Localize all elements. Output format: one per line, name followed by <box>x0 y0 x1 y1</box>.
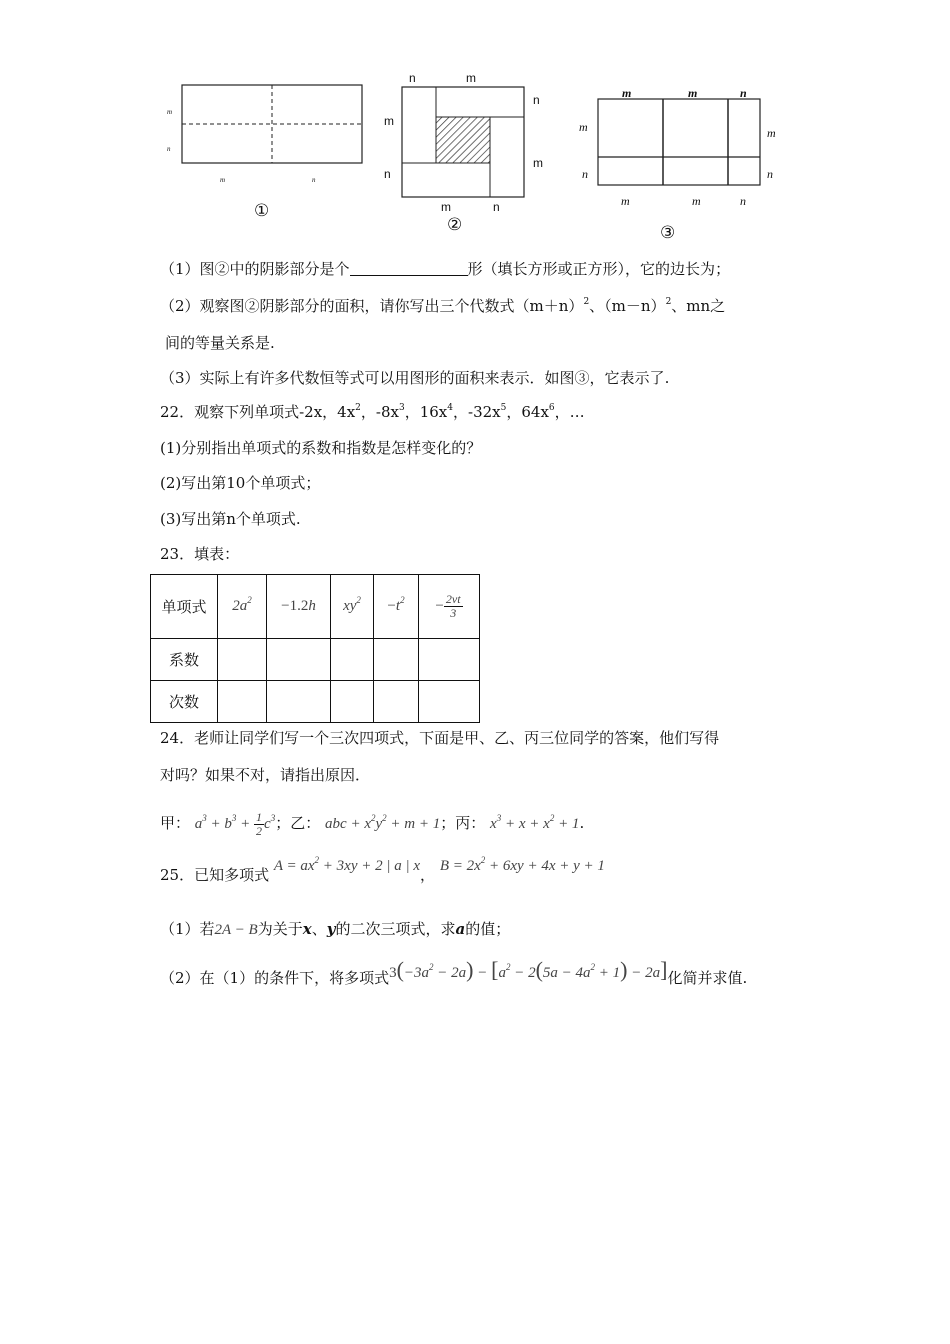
fig2-bottom-n: n <box>493 200 500 214</box>
q24-answers: 甲： $a^3 + b^3$ + $\frac{1}{2}$ $c^3$；乙： abc + $x^2y^2 + m + 1$；丙： $x^3 + x + x^2 + 1$. <box>160 810 585 839</box>
monomial-3: $xy^2$ <box>331 575 374 639</box>
fig1-left-label-bottom: n <box>167 145 171 153</box>
fig3-bottom-m2: m <box>692 194 701 208</box>
degree-cell[interactable] <box>419 681 480 723</box>
degree-cell[interactable] <box>218 681 267 723</box>
fig3-top-m2: m <box>688 86 698 100</box>
fig3-top-m1: m <box>622 86 632 100</box>
figures-row <box>0 60 950 250</box>
q22-sub1: (1)分别指出单项式的系数和指数是怎样变化的？ <box>160 439 482 457</box>
monomial-1: $2a^2$ <box>218 575 267 639</box>
fig2-left-n: n <box>384 167 391 181</box>
fig3-right-m: m <box>767 126 776 140</box>
expr-2A-B: 2A − B <box>214 922 258 938</box>
degree-cell[interactable] <box>374 681 419 723</box>
fig2-right-m: m <box>533 156 543 170</box>
polynomial-A: $A = ax^2 + 3xy + 2$ | a | x <box>273 855 421 874</box>
fig3-bottom-n: n <box>740 194 746 208</box>
coef-cell[interactable] <box>374 639 419 681</box>
coef-cell[interactable] <box>267 639 331 681</box>
fig1-caption: ① <box>254 201 270 221</box>
q25-sub2: （2）在（1）的条件下，将多项式$3(-3a^2 - 2a) - [a^2 - 2(5a - 4a^2 + 1) - 2a]$化简并求值. <box>160 957 748 987</box>
row-header-coefficient: 系数 <box>151 639 218 681</box>
q25-sub1: （1）若2A − B为关于x、y的二次三项式，求a的值； <box>160 920 511 938</box>
fig2-right-n: n <box>533 93 540 107</box>
q25-stem: 25．已知多项式 $A = ax^2 + 3xy + 2$ | a | x， $B = 2x^2 + 6xy + 4x + y + 1$ <box>160 855 605 884</box>
fig3-left-n: n <box>582 167 588 181</box>
q21-part3: （3）实际上有许多代数恒等式可以用图形的面积来表示．如图③，它表示了. <box>160 369 670 387</box>
fig1-left-label-top: m <box>167 108 173 116</box>
fig2-bottom-m: m <box>441 200 451 214</box>
q23-stem: 23．填表： <box>160 545 240 563</box>
answer-yi: abc + $x^2y^2 + m + 1$ <box>325 813 441 832</box>
q22-sub3: (3)写出第n个单项式. <box>160 510 301 528</box>
coef-cell[interactable] <box>419 639 480 681</box>
fig3-right-n: n <box>767 167 773 181</box>
q24-line2: 对吗？如果不对，请指出原因． <box>160 766 371 784</box>
q22-sub2: (2)写出第10个单项式； <box>160 474 321 492</box>
q21-part2-cont: 间的等量关系是. <box>165 334 275 352</box>
fig3-top-n: n <box>740 86 747 100</box>
fig3-caption: ③ <box>660 223 676 243</box>
q21-part1: （1）图②中的阴影部分是个 形（填长方形或正方形），它的边长为； <box>160 260 731 278</box>
monomial-4: $-t^2$ <box>374 575 419 639</box>
monomial-table <box>150 574 480 723</box>
expr-simplify: $3(-3a^2 - 2a) - [a^2 - 2(5a - 4a^2 + 1) - 2a]$ <box>389 957 668 982</box>
coef-cell[interactable] <box>218 639 267 681</box>
monomial-5: − $\frac{2vt}{3}$ <box>419 575 480 639</box>
fig1-bottom-label-left: m <box>220 176 226 184</box>
answer-blank[interactable] <box>350 261 468 276</box>
fig2-top-n: n <box>409 71 416 85</box>
figure-1 <box>182 85 362 163</box>
row-header-monomial: 单项式 <box>151 575 218 639</box>
figure-2 <box>402 87 524 197</box>
q21-part2: （2）观察图②阴影部分的面积，请你写出三个代数式$(m+n)^2$、$(m-n)^2$、mn之 <box>160 297 726 315</box>
row-header-degree: 次数 <box>151 681 218 723</box>
degree-cell[interactable] <box>331 681 374 723</box>
fig3-bottom-m1: m <box>621 194 630 208</box>
coef-cell[interactable] <box>331 639 374 681</box>
monomial-2: −1.2h <box>267 575 331 639</box>
polynomial-B: $B = 2x^2 + 6xy + 4x + y + 1$ <box>439 855 605 874</box>
answer-bing: $x^3 + x + x^2 + 1$ <box>490 813 580 832</box>
fig2-top-m: m <box>466 71 476 85</box>
q24-line1: 24．老师让同学们写一个三次四项式，下面是甲、乙、丙三位同学的答案，他们写得 <box>160 729 720 747</box>
figure-3 <box>598 99 760 185</box>
answer-jia: $a^3 + b^3$ + $\frac{1}{2}$ $c^3$ <box>194 810 276 839</box>
fig2-caption: ② <box>447 215 463 235</box>
fig1-bottom-label-right: n <box>312 176 316 184</box>
degree-cell[interactable] <box>267 681 331 723</box>
q22-stem: 22．观察下列单项式-2x，$4x^2$，$-8x^3$，$16x^4$，$-32x^5$，$64x^6$，… <box>160 403 585 421</box>
shaded-square <box>436 117 490 163</box>
fig3-left-m: m <box>579 120 588 134</box>
fig2-left-m: m <box>384 114 394 128</box>
